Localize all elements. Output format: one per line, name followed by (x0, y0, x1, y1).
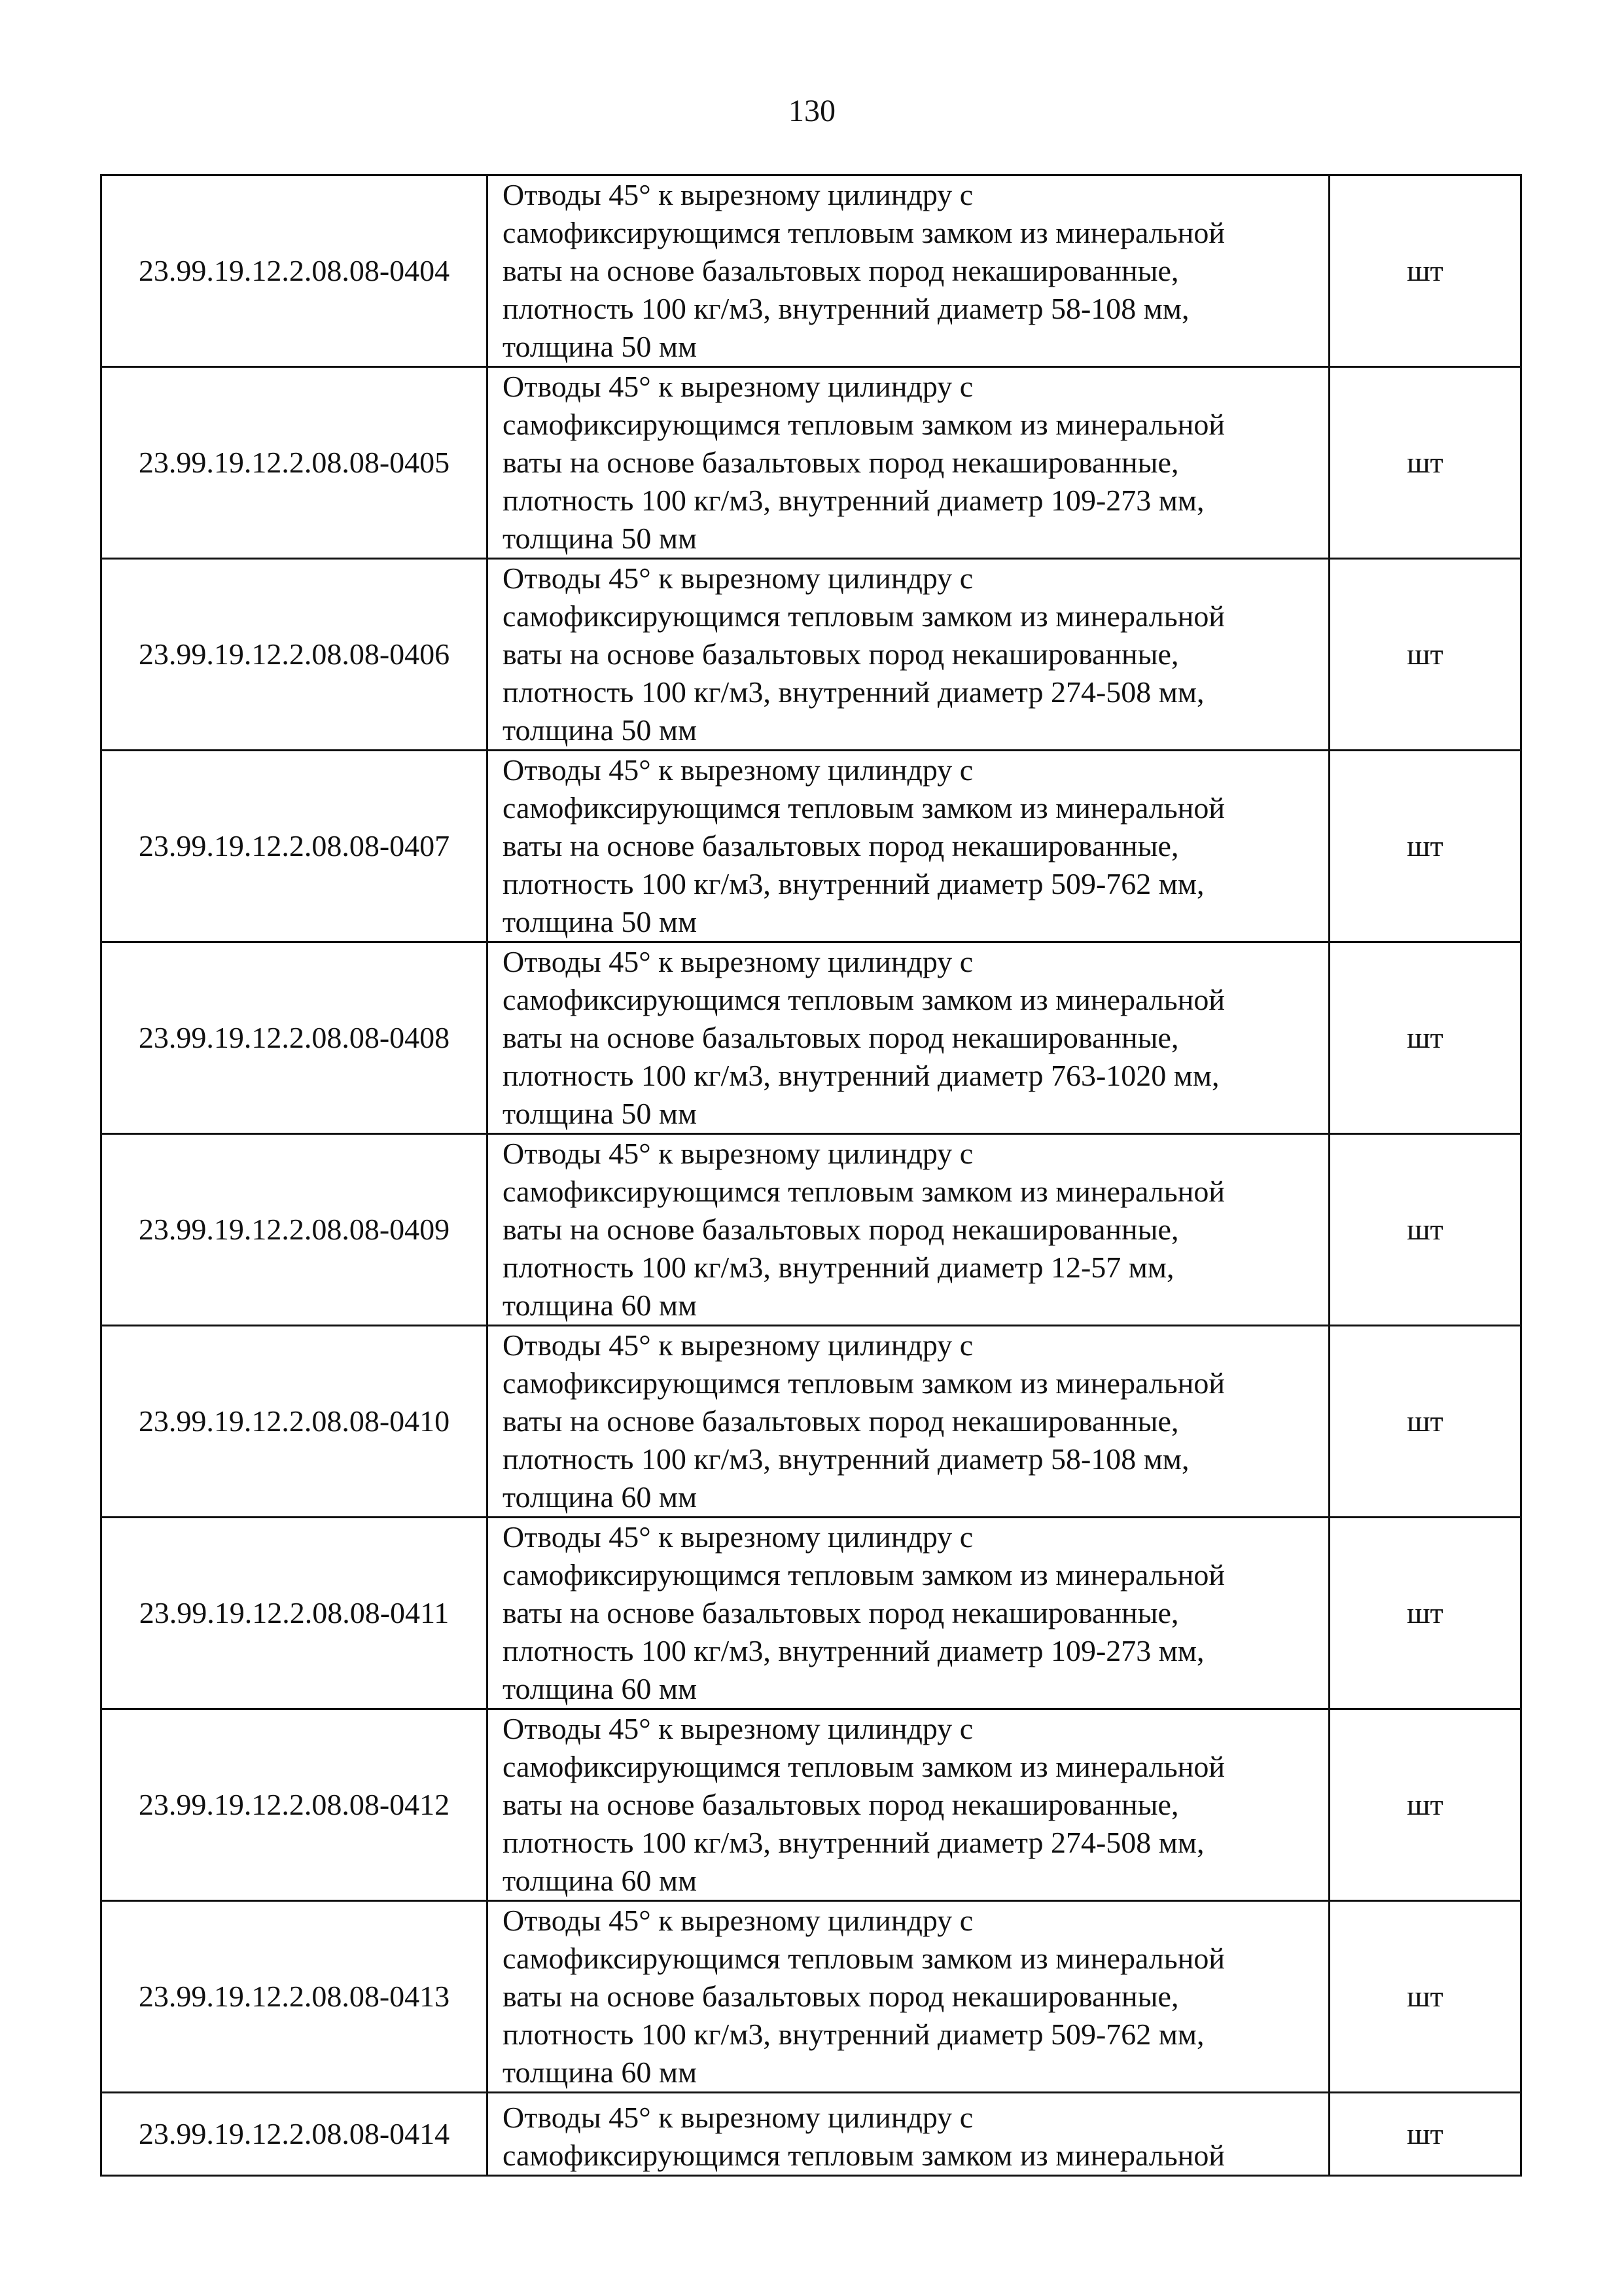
resource-code: 23.99.19.12.2.08.08-0411 (101, 1518, 487, 1709)
table-row (101, 2093, 1521, 2176)
resource-code: 23.99.19.12.2.08.08-0407 (101, 751, 487, 942)
table-row (101, 751, 1521, 942)
resource-code: 23.99.19.12.2.08.08-0405 (101, 367, 487, 559)
table-row (101, 1709, 1521, 1901)
resource-unit: шт (1330, 1518, 1521, 1709)
table-row (101, 1901, 1521, 2093)
table-row (101, 942, 1521, 1134)
resource-code: 23.99.19.12.2.08.08-0410 (101, 1326, 487, 1518)
resource-name-cell (487, 175, 1330, 367)
resource-unit: шт (1330, 1134, 1521, 1326)
resource-code: 23.99.19.12.2.08.08-0414 (101, 2093, 487, 2176)
resource-code: 23.99.19.12.2.08.08-0413 (101, 1901, 487, 2093)
resource-name-cell (487, 1134, 1330, 1326)
resource-name-cell (487, 1709, 1330, 1901)
resource-name-cell (487, 2093, 1330, 2176)
resource-unit: шт (1330, 559, 1521, 751)
resource-unit: шт (1330, 175, 1521, 367)
resource-name: Отводы 45° к вырезному цилиндру с самофиксирующимся тепловым замком из минеральной ваты на основе базальтовых пород некашированные, плотность 100 кг/м3, внутренний диаметр 509-762 мм, толщина 60 мм (503, 1904, 1225, 2089)
table-row (101, 559, 1521, 751)
resource-name-cell (487, 559, 1330, 751)
table-row (101, 1134, 1521, 1326)
resource-name: Отводы 45° к вырезному цилиндру с самофиксирующимся тепловым замком из минеральной (503, 2101, 1225, 2172)
resource-name: Отводы 45° к вырезному цилиндру с самофиксирующимся тепловым замком из минеральной ваты на основе базальтовых пород некашированные, плотность 100 кг/м3, внутренний диаметр 509-762 мм, толщина 50 мм (503, 753, 1225, 938)
resource-name: Отводы 45° к вырезному цилиндру с самофиксирующимся тепловым замком из минеральной ваты на основе базальтовых пород некашированные, плотность 100 кг/м3, внутренний диаметр 109-273 мм, толщина 60 мм (503, 1520, 1225, 1705)
resource-name: Отводы 45° к вырезному цилиндру с самофиксирующимся тепловым замком из минеральной ваты на основе базальтовых пород некашированные, плотность 100 кг/м3, внутренний диаметр 12-57 мм, толщина 60 мм (503, 1137, 1225, 1322)
table-row (101, 1518, 1521, 1709)
resource-code: 23.99.19.12.2.08.08-0406 (101, 559, 487, 751)
resource-unit: шт (1330, 2093, 1521, 2176)
resource-name: Отводы 45° к вырезному цилиндру с самофиксирующимся тепловым замком из минеральной ваты на основе базальтовых пород некашированные, плотность 100 кг/м3, внутренний диаметр 274-508 мм, толщина 60 мм (503, 1712, 1225, 1897)
resource-unit: шт (1330, 751, 1521, 942)
resource-name: Отводы 45° к вырезному цилиндру с самофиксирующимся тепловым замком из минеральной ваты на основе базальтовых пород некашированные, плотность 100 кг/м3, внутренний диаметр 763-1020 мм, толщина 50 мм (503, 945, 1225, 1130)
resource-unit: шт (1330, 942, 1521, 1134)
resource-name-cell (487, 1518, 1330, 1709)
resource-name: Отводы 45° к вырезному цилиндру с самофиксирующимся тепловым замком из минеральной ваты на основе базальтовых пород некашированные, плотность 100 кг/м3, внутренний диаметр 109-273 мм, толщина 50 мм (503, 370, 1225, 555)
resource-name-cell (487, 367, 1330, 559)
page-number: 130 (788, 94, 836, 128)
resource-name: Отводы 45° к вырезному цилиндру с самофиксирующимся тепловым замком из минеральной ваты на основе базальтовых пород некашированные, плотность 100 кг/м3, внутренний диаметр 274-508 мм, толщина 50 мм (503, 561, 1225, 747)
resource-unit: шт (1330, 1901, 1521, 2093)
resource-unit: шт (1330, 1709, 1521, 1901)
resource-name-cell (487, 751, 1330, 942)
resource-name: Отводы 45° к вырезному цилиндру с самофиксирующимся тепловым замком из минеральной ваты на основе базальтовых пород некашированные, плотность 100 кг/м3, внутренний диаметр 58-108 мм, толщина 60 мм (503, 1328, 1225, 1514)
resource-code: 23.99.19.12.2.08.08-0404 (101, 175, 487, 367)
resource-code: 23.99.19.12.2.08.08-0412 (101, 1709, 487, 1901)
resource-unit: шт (1330, 367, 1521, 559)
resource-name-cell (487, 1326, 1330, 1518)
materials-table (100, 174, 1522, 2177)
table-row (101, 175, 1521, 367)
resource-name-cell (487, 942, 1330, 1134)
resource-unit: шт (1330, 1326, 1521, 1518)
resource-code: 23.99.19.12.2.08.08-0408 (101, 942, 487, 1134)
table-row (101, 1326, 1521, 1518)
resource-code: 23.99.19.12.2.08.08-0409 (101, 1134, 487, 1326)
resource-name: Отводы 45° к вырезному цилиндру с самофиксирующимся тепловым замком из минеральной ваты на основе базальтовых пород некашированные, плотность 100 кг/м3, внутренний диаметр 58-108 мм, толщина 50 мм (503, 178, 1225, 363)
table-row (101, 367, 1521, 559)
resource-name-cell (487, 1901, 1330, 2093)
